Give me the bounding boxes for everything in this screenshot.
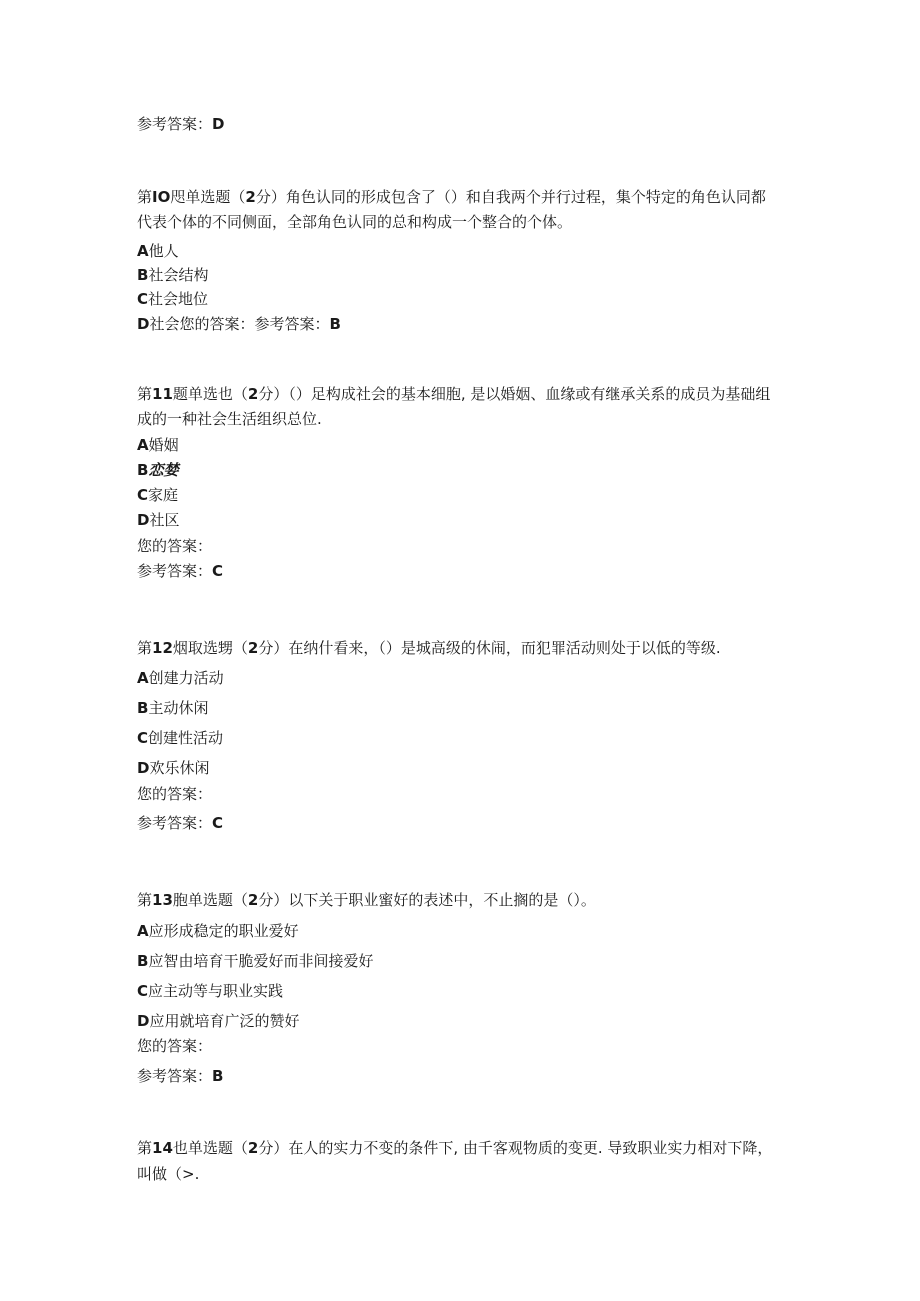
- q11-option-b[interactable]: B恋婪: [137, 461, 179, 479]
- q13-stem-line1: 第13胞单选题（2分）以下关于职业蜜好的表述中，不止搁的是（）。: [137, 891, 596, 909]
- q12-stem-line1: 第12烟取选甥（2分）在纳什看来，（）是城高级的休闹，而犯罪活动则处于以低的等级.: [137, 639, 721, 657]
- q13-reference-answer: 参考答案：B: [137, 1067, 224, 1085]
- q11-option-d[interactable]: D社区: [137, 511, 180, 529]
- q14-stem-line1: 第14也单选题（2分）在人的实力不变的条件下, 由千客观物质的变更. 导致职业实力相对下降，: [137, 1139, 773, 1157]
- q12-option-b[interactable]: B主动休闲: [137, 699, 209, 717]
- q12-reference-answer: 参考答案：C: [137, 814, 224, 832]
- q11-your-answer: 您的答案：: [137, 537, 213, 555]
- q11-reference-answer: 参考答案：C: [137, 562, 224, 580]
- q11-option-a[interactable]: A婚姻: [137, 436, 179, 454]
- q10-option-d[interactable]: D社会您的答案：参考答案：B: [137, 315, 341, 333]
- q13-your-answer: 您的答案：: [137, 1037, 213, 1055]
- q11-stem-line2: 成的一种社会生活组织总位.: [137, 410, 322, 428]
- q12-your-answer: 您的答案：: [137, 785, 213, 803]
- q13-option-d[interactable]: D应用就培育广泛的赞好: [137, 1012, 300, 1030]
- q13-option-a[interactable]: A应形成稳定的职业爱好: [137, 922, 299, 940]
- q10-option-a[interactable]: A他人: [137, 242, 179, 260]
- q13-option-c[interactable]: C应主动等与职业实践: [137, 982, 284, 1000]
- reference-answer: 参考答案：D: [137, 115, 225, 133]
- q12-option-a[interactable]: A创建力活动: [137, 669, 224, 687]
- q10-option-c[interactable]: C社会地位: [137, 290, 209, 308]
- q12-option-d[interactable]: D欢乐休闲: [137, 759, 210, 777]
- q10-stem-line1: 第IO咫单选题（2分）角色认同的形成包含了（）和自我两个并行过程，集个特定的角色认同都: [137, 188, 766, 206]
- q13-option-b[interactable]: B应智由培育干脆爱好而非间接爱好: [137, 952, 374, 970]
- q14-stem-line2: 叫做（>.: [137, 1165, 200, 1183]
- q11-option-c[interactable]: C家庭: [137, 486, 179, 504]
- q12-option-c[interactable]: C创建性活动: [137, 729, 224, 747]
- q10-stem-line2: 代表个体的不同侧面，全部角色认同的总和构成一个整合的个体。: [137, 213, 573, 231]
- q10-option-b[interactable]: B社会结构: [137, 266, 209, 284]
- q11-stem-line1: 第11题单选也（2分）（）足构成社会的基本细胞, 是以婚姻、血缘或有继承关系的成员为基础组: [137, 385, 771, 403]
